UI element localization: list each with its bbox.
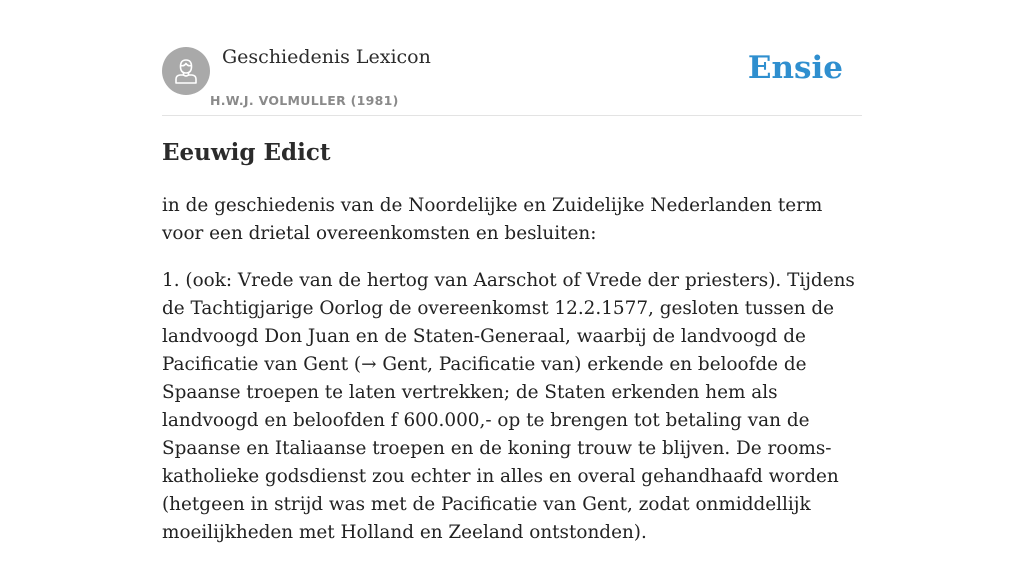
ensie-logo[interactable]: Ensie (747, 50, 843, 86)
article-paragraph: 1. (ook: Vrede van de hertog van Aarschot of Vrede der priesters). Tijdens de Tachtigjarige Oorlog de overeenkomst 12.2.1577, gesloten tussen de landvoogd Don Juan en de Staten-Generaal, waarbij de landvoogd de Pacificatie van Gent (→ Gent, Pacificatie van) erkende en beloofde de Spaanse troepen te laten vertrekken; de Staten erkenden hem als landvoogd en beloofden f 600.000,- op te brengen tot betaling van de Spaanse en Italiaanse troepen en de koning trouw te blijven. De rooms-katholieke godsdienst zou echter in alles en overal gehandhaafd worden (hetgeen in strijd was met de Pacificatie van Gent, zodat onmiddellijk moeilijkheden met Holland en Zeeland ontstonden). (162, 270, 855, 543)
article-title: Eeuwig Edict (162, 139, 331, 166)
article-body (162, 192, 864, 566)
user-silhouette-icon (171, 56, 201, 86)
article-paragraph: in de geschiedenis van de Noordelijke en Zuidelijke Nederlanden term voor een drietal overeenkomsten en besluiten: (162, 195, 823, 244)
book-title[interactable]: Geschiedenis Lexicon (222, 46, 431, 68)
avatar[interactable] (162, 47, 210, 95)
header (162, 44, 862, 116)
book-author[interactable]: H.W.J. VOLMULLER (1981) (210, 93, 399, 108)
